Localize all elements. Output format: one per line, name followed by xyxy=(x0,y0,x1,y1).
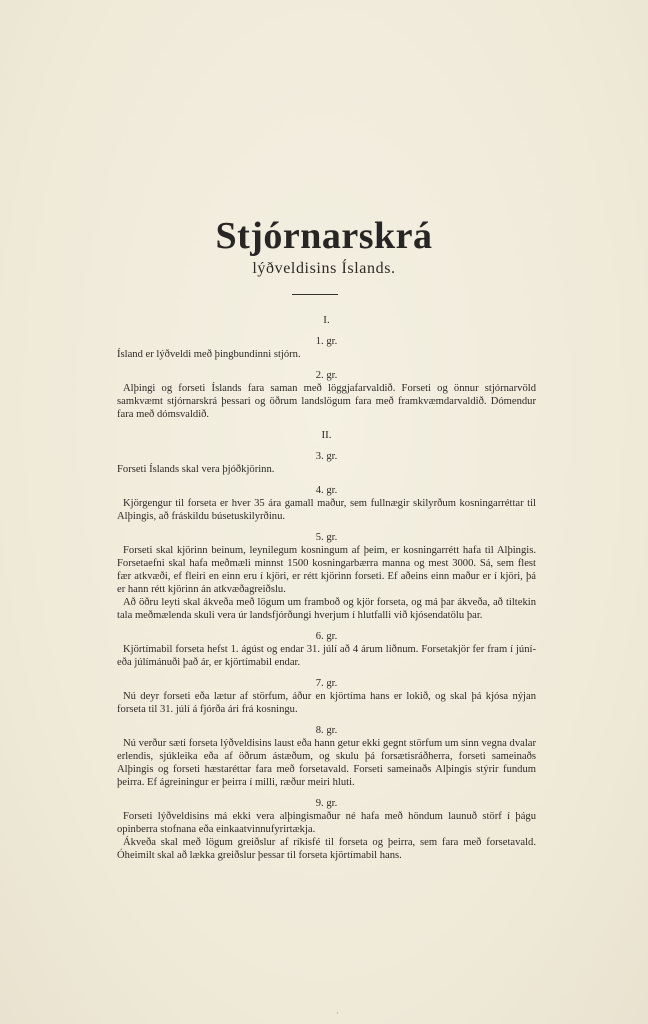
article-paragraph: Nú deyr forseti eða lætur af störfum, áður en kjörtíma hans er lokið, og skal þá kjósa nýjan forseta til 31. júlí á fjórða ári frá kosningu. xyxy=(117,691,536,715)
article-paragraph: Kjörgengur til forseta er hver 35 ára gamall maður, sem fullnægir skilyrðum kosningarréttar til Alþingis, að fráskildu búsetuskilyrðinu. xyxy=(117,498,536,522)
article-paragraph: Alþingi og forseti Íslands fara saman með löggjafarvaldið. Forseti og önnur stjórnarvöld samkvæmt stjórnarskrá þessari og öðrum landslögum fara með framkvæmdarvaldið. Dómendur fara með dómsvaldið. xyxy=(117,383,536,420)
article-number: 3. gr. xyxy=(315,451,338,462)
article-paragraph: Ákveða skal með lögum greiðslur af ríkisfé til forseta og þeirra, sem fara með forsetavald. Óheimilt skal að lækka greiðslur þessar til forseta kjörtímabil hans. xyxy=(117,837,536,861)
article-paragraph: Forseti Íslands skal vera þjóðkjörinn. xyxy=(117,464,275,475)
article-number: 4. gr. xyxy=(315,485,338,496)
article-paragraph: Að öðru leyti skal ákveða með lögum um framboð og kjör forseta, og má þar ákveða, að tiltekin tala meðmælenda skuli vera úr landsfjórðungi hverjum í hlutfalli við kjósendatölu þar. xyxy=(117,597,536,621)
article-number: 8. gr. xyxy=(315,725,338,736)
chapter-heading-2: II. xyxy=(321,429,332,441)
document-body xyxy=(117,314,536,870)
article-9 xyxy=(117,797,536,862)
article-7 xyxy=(117,677,536,716)
article-3 xyxy=(117,450,536,476)
print-speck: · xyxy=(336,1009,339,1018)
article-5 xyxy=(117,531,536,622)
article-paragraph: Ísland er lýðveldi með þingbundinni stjórn. xyxy=(117,349,301,360)
article-4 xyxy=(117,484,536,523)
article-paragraph: Kjörtímabil forseta hefst 1. ágúst og endar 31. júlí að 4 árum liðnum. Forsetakjör fer fram í júní- eða júlímánuði það ár, er kjörtímabil endar. xyxy=(117,644,536,668)
article-number: 5. gr. xyxy=(315,532,338,543)
article-paragraph: Forseti skal kjörinn beinum, leynilegum kosningum af þeim, er kosningarrétt hafa til Alþingis. Forsetaefni skal hafa meðmæli minnst 1500 kosningarbærra manna og mest 3000. Sá, sem flest fær atkvæði, ef fleiri en einn eru í kjöri, er rétt kjörinn forseti. Ef aðeins einn maður er í kjöri, þá er hann rétt kjörinn án atkvæðagreiðslu. xyxy=(117,545,536,595)
article-paragraph: Forseti lýðveldisins má ekki vera alþingismaður né hafa með höndum launuð störf í þágu opinberra stofnana eða einkaatvinnufyrirtækja. xyxy=(117,811,536,835)
article-number: 7. gr. xyxy=(315,678,338,689)
title-divider xyxy=(292,294,338,295)
article-number: 1. gr. xyxy=(315,336,338,347)
article-number: 2. gr. xyxy=(315,370,338,381)
article-paragraph: Nú verður sæti forseta lýðveldisins laust eða hann getur ekki gegnt störfum um sinn vegna dvalar erlendis, sjúkleika eða af öðrum ástæðum, og skulu þá forsætisráðherra, forseti sameinaðs Alþingis og forseti hæstaréttar fara með forsetavald. Forseti sameinaðs Alþingis stýrir fundum þeirra. Ef ágreiningur er þeirra í milli, ræður meiri hluti. xyxy=(117,738,536,788)
article-8 xyxy=(117,724,536,789)
document-title: Stjórnarskrá xyxy=(215,215,433,257)
article-1 xyxy=(117,335,536,361)
document-subtitle: lýðveldisins Íslands. xyxy=(252,260,396,277)
chapter-heading-1: I. xyxy=(323,314,330,326)
article-number: 6. gr. xyxy=(315,631,338,642)
article-2 xyxy=(117,369,536,421)
article-6 xyxy=(117,630,536,669)
article-number: 9. gr. xyxy=(315,798,338,809)
